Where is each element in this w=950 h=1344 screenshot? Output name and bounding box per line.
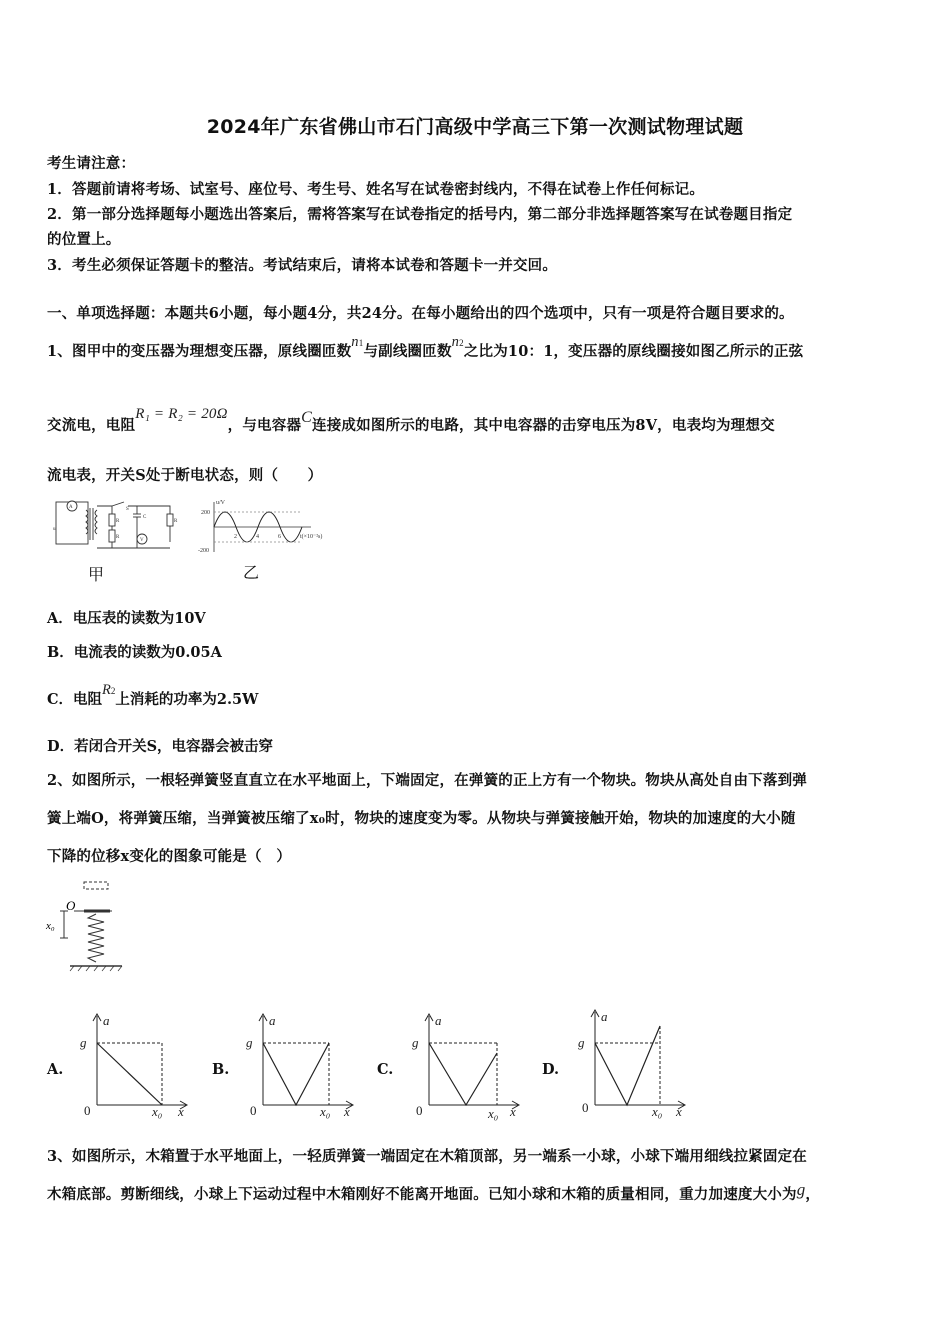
- q2-option-d-label: D.: [542, 1061, 560, 1078]
- spring-diagram: [44, 876, 124, 972]
- q2-line-1: 2、如图所示，一根轻弹簧竖直直立在水平地面上，下端固定，在弹簧的正上方有一个物块。物块从高处自由下落到弹: [47, 772, 807, 789]
- graph-option-b: [238, 1010, 363, 1120]
- q3-text-b: ，: [805, 1186, 821, 1203]
- q1-option-a: A．电压表的读数为10V: [47, 610, 206, 627]
- axis-a-label: a: [601, 1009, 608, 1024]
- axis-x-label: x: [178, 1104, 184, 1119]
- q3-text-a: 木箱底部。剪断细线，小球上下运动过程中木箱刚好不能离开地面。已知小球和木箱的质量相同，重力加速度大小为: [47, 1186, 797, 1203]
- notice-item-1: 1．答题前请将考场、试室号、座位号、考生号、姓名写在试卷密封线内，不得在试卷上作任何标记。: [47, 181, 705, 198]
- notice-item-2: 2．第一部分选择题每小题选出答案后，需将答案写在试卷指定的括号内，第二部分非选择题答案写在试卷题目指定: [47, 206, 793, 223]
- axis-g-label: g: [80, 1035, 87, 1050]
- axis-x0-label: x₀: [488, 1106, 499, 1121]
- svg-text:S: S: [126, 507, 129, 512]
- axis-x0-label: x₀: [320, 1104, 331, 1119]
- q1-text-d: 交流电，电阻: [47, 417, 136, 434]
- q3-line-2: [47, 1180, 821, 1204]
- svg-text:R: R: [174, 519, 178, 524]
- q1-n2: n2: [451, 334, 464, 350]
- svg-text:R: R: [116, 535, 120, 540]
- q2-option-a-label: A.: [47, 1061, 64, 1078]
- q1-cap: C: [301, 409, 313, 426]
- svg-text:u: u: [53, 527, 56, 532]
- q1-option-c-post: 上消耗的功率为2.5W: [115, 691, 259, 708]
- spring-o-label: O: [66, 898, 76, 913]
- axis-x-label: x: [676, 1104, 682, 1119]
- figure-label-yi: 乙: [243, 563, 260, 582]
- graph-y-top: 200: [201, 510, 210, 516]
- q1-formula: R₁ = R₂ = 20Ω: [135, 406, 228, 422]
- graph-option-d: [570, 1006, 695, 1120]
- svg-text:C: C: [143, 515, 147, 520]
- svg-text:R: R: [116, 519, 120, 524]
- notice-item-2-cont: 的位置上。: [47, 231, 121, 248]
- sine-graph: [196, 500, 346, 560]
- q1-n1: n1: [351, 334, 364, 350]
- axis-origin-label: 0: [582, 1100, 589, 1115]
- axis-origin-label: 0: [84, 1103, 91, 1118]
- graph-y-bottom: -200: [198, 548, 209, 554]
- q1-option-c-r: R2: [102, 682, 116, 698]
- q1-text-c: 之比为10：1，变压器的原线圈接如图乙所示的正弦: [463, 343, 804, 360]
- axis-x0-label: x₀: [652, 1104, 663, 1119]
- graph-x-tick: 2: [234, 534, 237, 540]
- q1-option-d: D．若闭合开关S，电容器会被击穿: [47, 738, 274, 755]
- figure-label-jia: 甲: [88, 565, 105, 584]
- page-title: 2024年广东省佛山市石门高级中学高三下第一次测试物理试题: [206, 116, 744, 138]
- axis-g-label: g: [246, 1035, 253, 1050]
- axis-a-label: a: [269, 1013, 276, 1028]
- graph-x-tick: 6: [278, 534, 281, 540]
- axis-x-label: x: [510, 1104, 516, 1119]
- q1-line-2: [47, 406, 775, 435]
- graph-option-c: [404, 1010, 529, 1120]
- section-heading: 一、单项选择题：本题共6小题，每小题4分，共24分。在每小题给出的四个选项中，只有一项是符合题目要求的。: [47, 305, 794, 322]
- q1-line-1: [47, 334, 804, 361]
- q1-line-3: 流电表，开关S处于断电状态，则（ ）: [47, 467, 323, 484]
- q3-g: g: [796, 1180, 806, 1199]
- q2-line-2: 簧上端O，将弹簧压缩，当弹簧被压缩了x₀时，物块的速度变为零。从物块与弹簧接触开始，物块的加速度的大小随: [47, 810, 796, 827]
- q2-option-b-label: B.: [212, 1061, 230, 1078]
- axis-a-label: a: [435, 1013, 442, 1028]
- graph-y-unit: u/V: [216, 500, 225, 506]
- q1-option-c: [47, 682, 259, 709]
- notice-item-3: 3．考生必须保证答题卡的整洁。考试结束后，请将本试卷和答题卡一并交回。: [47, 257, 558, 274]
- graph-x-tick: 4: [256, 534, 259, 540]
- svg-text:A: A: [69, 505, 73, 510]
- q1-text-b: 与副线圈匝数: [363, 343, 452, 360]
- axis-origin-label: 0: [250, 1103, 257, 1118]
- q2-line-3: 下降的位移x变化的图象可能是（ ）: [47, 848, 292, 865]
- axis-origin-label: 0: [416, 1103, 423, 1118]
- q1-text-e: ，与电容器: [227, 417, 302, 434]
- q1-option-b: B．电流表的读数为0.05A: [47, 644, 222, 661]
- axis-x-label: x: [344, 1104, 350, 1119]
- q2-option-c-label: C.: [377, 1061, 394, 1078]
- graph-x-unit: t(×10⁻²s): [300, 534, 323, 540]
- notice-heading: 考生请注意：: [47, 155, 136, 172]
- axis-a-label: a: [103, 1013, 110, 1028]
- q3-line-1: 3、如图所示，木箱置于水平地面上，一轻质弹簧一端固定在木箱顶部，另一端系一小球，小球下端用细线拉紧固定在: [47, 1148, 807, 1165]
- circuit-diagram: [52, 496, 182, 556]
- spring-x0-label: x₀: [46, 920, 55, 932]
- axis-g-label: g: [412, 1035, 419, 1050]
- q1-text-f: 连接成如图所示的电路，其中电容器的击穿电压为8V，电表均为理想交: [312, 417, 775, 434]
- axis-x0-label: x₀: [152, 1104, 163, 1119]
- q1-text-a: 1、图甲中的变压器为理想变压器，原线圈匝数: [47, 343, 352, 360]
- q1-option-c-pre: C．电阻: [47, 691, 103, 708]
- axis-g-label: g: [578, 1035, 585, 1050]
- svg-text:V: V: [140, 538, 144, 543]
- graph-option-a: [72, 1010, 197, 1120]
